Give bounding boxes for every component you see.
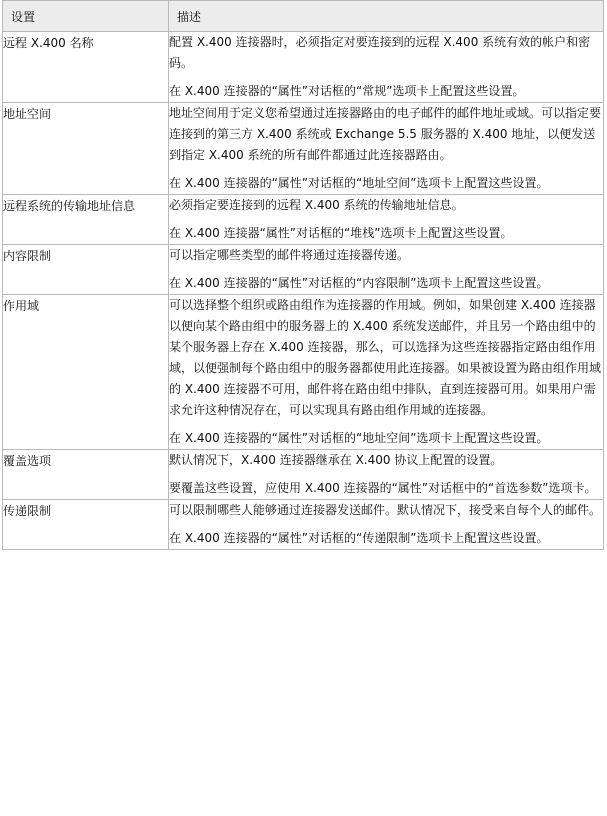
table-row [3,500,604,550]
settings-table [2,0,604,550]
setting-cell: 内容限制 [3,245,169,295]
setting-cell: 远程系统的传输地址信息 [3,195,169,245]
table-row [3,195,604,245]
setting-cell: 远程 X.400 名称 [3,32,169,103]
table-row [3,32,604,103]
description-paragraph: 在 X.400 连接器的“属性”对话框的“传递限制”选项卡上配置这些设置。 [169,531,549,545]
table-row [3,245,604,295]
table-row [3,103,604,195]
description-cell [169,245,604,295]
description-paragraph: 在 X.400 连接器的“属性”对话框的“常规”选项卡上配置这些设置。 [169,84,525,98]
table-row [3,295,604,450]
description-paragraph: 在 X.400 连接器“属性”对话框的“堆栈”选项卡上配置这些设置。 [169,226,513,240]
header-description: 描述 [169,1,604,32]
description-paragraph: 可以限制哪些人能够通过连接器发送邮件。默认情况下，接受来自每个人的邮件。 [169,503,602,517]
setting-cell: 覆盖选项 [3,450,169,500]
description-paragraph: 可以选择整个组织或路由组作为连接器的作用域。例如，如果创建 X.400 连接器以便向某个路由组中的服务器上的 X.400 系统发送邮件，并且另一个路由组中的某个服务器上存在 X.400 连接器，那么，可以选择为这些连接器指定路由组作用域，以便强制每个路由组中的服务器都使用此连接器。如果被设置为路由组作用域的 X.400 连接器不可用，邮件将在路由组中排队，直到连接器可用。如果用户需求允许这种情况存在，可以实现具有路由组作用域的连接器。 [169,298,602,417]
description-paragraph: 在 X.400 连接器的“属性”对话框的“地址空间”选项卡上配置这些设置。 [169,176,549,190]
description-cell [169,195,604,245]
description-paragraph: 默认情况下，X.400 连接器继承在 X.400 协议上配置的设置。 [169,453,503,467]
setting-cell: 传递限制 [3,500,169,550]
description-cell [169,103,604,195]
description-cell [169,500,604,550]
table-row [3,450,604,500]
description-paragraph: 可以指定哪些类型的邮件将通过连接器传递。 [169,248,410,262]
header-setting: 设置 [3,1,169,32]
description-cell [169,32,604,103]
table-header [3,1,604,32]
description-paragraph: 在 X.400 连接器的“属性”对话框的“地址空间”选项卡上配置这些设置。 [169,431,549,445]
description-paragraph: 必须指定要连接到的远程 X.400 系统的传输地址信息。 [169,198,464,212]
description-paragraph: 配置 X.400 连接器时，必须指定对要连接到的远程 X.400 系统有效的帐户和密码。 [169,35,591,70]
setting-cell: 地址空间 [3,103,169,195]
description-paragraph: 地址空间用于定义您希望通过连接器路由的电子邮件的邮件地址或域。可以指定要连接到的第三方 X.400 系统或 Exchange 5.5 服务器的 X.400 地址，以便发送到指定 X.400 系统的所有邮件都通过此连接器路由。 [169,106,602,162]
setting-cell: 作用域 [3,295,169,450]
description-cell [169,450,604,500]
header-row [3,1,604,32]
description-paragraph: 在 X.400 连接器的“属性”对话框的“内容限制”选项卡上配置这些设置。 [169,276,549,290]
description-cell [169,295,604,450]
description-paragraph: 要覆盖这些设置，应使用 X.400 连接器的“属性”对话框中的“首选参数”选项卡。 [169,481,597,495]
table-body [3,32,604,550]
